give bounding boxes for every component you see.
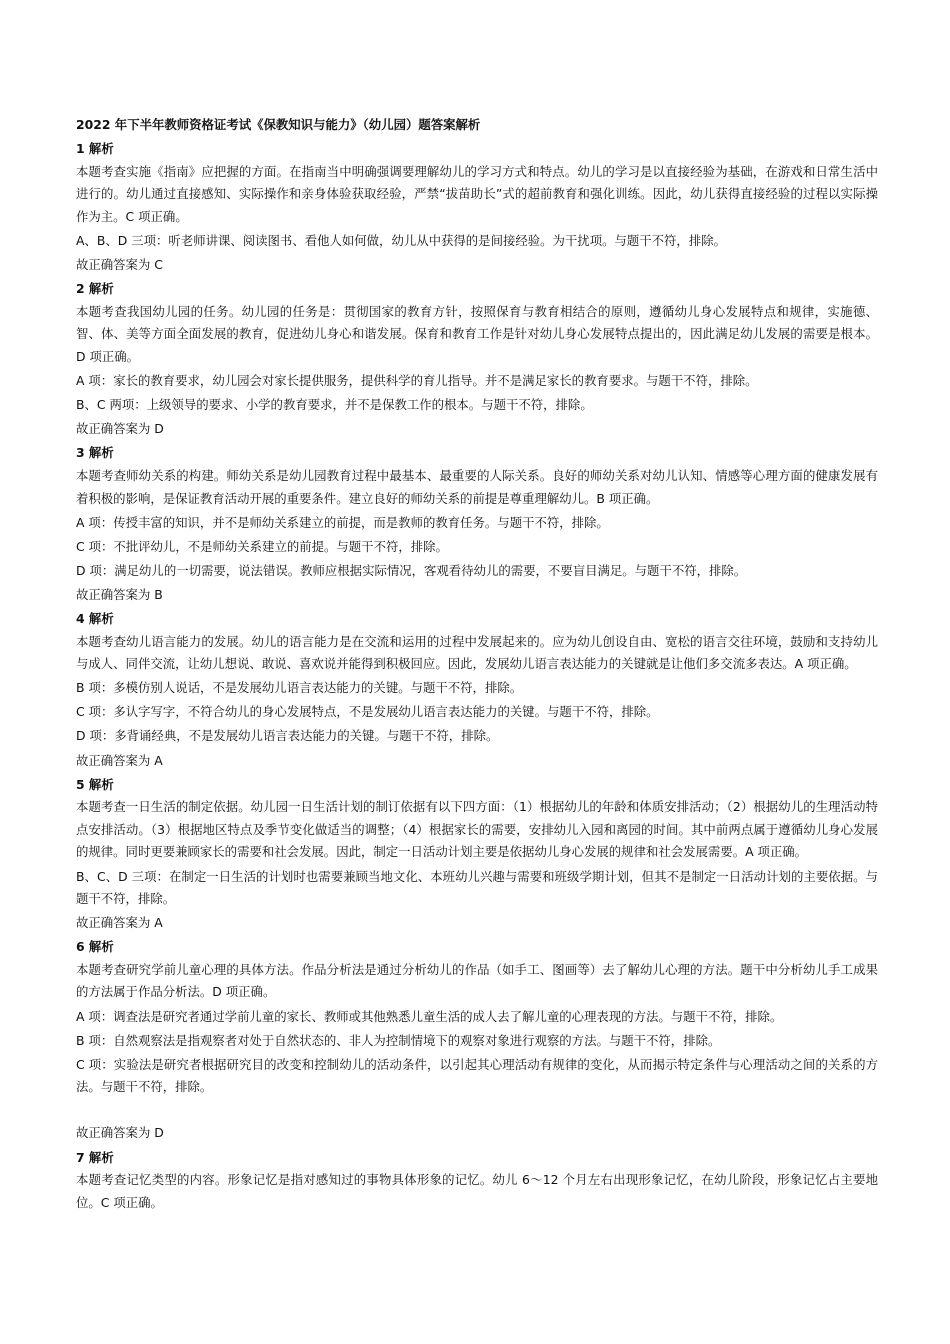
- question-heading: 7 解析: [76, 1149, 114, 1165]
- analysis-paragraph: 本题考查研究学前儿童心理的具体方法。作品分析法是通过分析幼儿的作品（如手工、图画等）去了解幼儿心理的方法。题干中分析幼儿手工成果的方法属于作品分析法。D 项正确。: [76, 961, 878, 1000]
- question-5-section: [76, 774, 878, 935]
- question-heading: 3 解析: [76, 445, 114, 461]
- analysis-paragraph: A、B、D 三项：听老师讲课、阅读图书、看他人如何做，幼儿从中获得的是间接经验。为干扰项。与题干不符，排除。: [76, 232, 726, 248]
- question-7-section: [76, 1147, 878, 1215]
- answer-line: 故正确答案为 D: [76, 1125, 164, 1141]
- analysis-paragraph: 本题考查记忆类型的内容。形象记忆是指对感知过的事物具体形象的记忆。幼儿 6～12 个月左右出现形象记忆，在幼儿阶段，形象记忆占主要地位。C 项正确。: [76, 1172, 878, 1210]
- answer-line: 故正确答案为 A: [76, 752, 163, 768]
- analysis-paragraph: 本题考查一日生活的制定依据。幼儿园一日生活计划的制订依据有以下四方面：（1）根据幼儿的年龄和体质安排活动；（2）根据幼儿的生理活动特点安排活动。（3）根据地区特点及季节变化做适当的调整；（4）根据家长的需要，安排幼儿入园和离园的时间。其中前两点属于遵循幼儿身心发展的规律。同时更要兼顾家长的需要和社会发展。因此，制定一日活动计划主要是依据幼儿身心发展的规律和社会发展需要。A 项正确。: [76, 799, 878, 860]
- analysis-paragraph: 本题考查我国幼儿园的任务。幼儿园的任务是：贯彻国家的教育方针，按照保育与教育相结合的原则，遵循幼儿身心发展特点和规律，实施德、智、体、美等方面全面发展的教育，促进幼儿身心和谐发展。保育和教育工作是针对幼儿身心发展特点提出的，因此满足幼儿发展的需要是根本。D 项正确。: [76, 303, 878, 364]
- document-title: 2022 年下半年教师资格证考试《保教知识与能力》（幼儿园）题答案解析: [76, 117, 481, 132]
- answer-line: 故正确答案为 C: [76, 257, 163, 273]
- question-heading: 2 解析: [76, 281, 114, 297]
- analysis-paragraph: 本题考查实施《指南》应把握的方面。在指南当中明确强调要理解幼儿的学习方式和特点。幼儿的学习是以直接经验为基础，在游戏和日常生活中进行的。幼儿通过直接感知、实际操作和亲身体验获取经验，严禁“拔苗助长”式的超前教育和强化训练。因此，幼儿获得直接经验的过程以实际操作为主。C 项正确。: [76, 163, 878, 224]
- question-2-section: [76, 278, 878, 441]
- question-heading: 6 解析: [76, 939, 114, 955]
- analysis-paragraph: C 项：不批评幼儿，不是师幼关系建立的前提。与题干不符，排除。: [76, 538, 448, 554]
- analysis-paragraph: 本题考查师幼关系的构建。师幼关系是幼儿园教育过程中最基本、最重要的人际关系。良好的师幼关系对幼儿认知、情感等心理方面的健康发展有着积极的影响，是保证教育活动开展的重要条件。建立良好的师幼关系的前提是尊重理解幼儿。B 项正确。: [76, 467, 878, 506]
- question-heading: 5 解析: [76, 776, 114, 792]
- analysis-paragraph: D 项：满足幼儿的一切需要，说法错误。教师应根据实际情况，客观看待幼儿的需要，不要盲目满足。与题干不符，排除。: [76, 562, 747, 578]
- question-4-section: [76, 608, 878, 772]
- blank-line: [76, 1100, 878, 1122]
- question-6-section: [76, 936, 878, 1145]
- question-1-section: [76, 138, 878, 277]
- analysis-paragraph: 本题考查幼儿语言能力的发展。幼儿的语言能力是在交流和运用的过程中发展起来的。应为幼儿创设自由、宽松的语言交往环境，鼓励和支持幼儿与成人、同伴交流，让幼儿想说、敢说、喜欢说并能得到积极回应。因此，发展幼儿语言表达能力的关键就是让他们多交流多表达。A 项正确。: [76, 633, 878, 672]
- analysis-paragraph: B 项：多模仿别人说话，不是发展幼儿语言表达能力的关键。与题干不符，排除。: [76, 680, 523, 696]
- analysis-paragraph: D 项：多背诵经典，不是发展幼儿语言表达能力的关键。与题干不符，排除。: [76, 728, 499, 744]
- analysis-paragraph: A 项：传授丰富的知识，并不是师幼关系建立的前提，而是教师的教育任务。与题干不符，排除。: [76, 514, 609, 530]
- question-heading: 4 解析: [76, 610, 114, 626]
- question-heading: 1 解析: [76, 141, 114, 157]
- answer-line: 故正确答案为 B: [76, 586, 163, 602]
- analysis-paragraph: B、C 两项：上级领导的要求、小学的教育要求，并不是保教工作的根本。与题干不符，排除。: [76, 397, 593, 413]
- answer-line: 故正确答案为 A: [76, 915, 163, 931]
- analysis-paragraph: A 项：家长的教育要求，幼儿园会对家长提供服务，提供科学的育儿指导。并不是满足家长的教育要求。与题干不符，排除。: [76, 373, 758, 389]
- analysis-paragraph: C 项：实验法是研究者根据研究目的改变和控制幼儿的活动条件，以引起其心理活动有规律的变化，从而揭示特定条件与心理活动之间的关系的方法。与题干不符，排除。: [76, 1056, 878, 1095]
- analysis-paragraph: B、C、D 三项：在制定一日生活的计划时也需要兼顾当地文化、本班幼儿兴趣与需要和班级学期计划，但其不是制定一日活动计划的主要依据。与题干不符，排除。: [76, 868, 878, 907]
- question-3-section: [76, 442, 878, 606]
- analysis-paragraph: B 项：自然观察法是指观察者对处于自然状态的、非人为控制情境下的观察对象进行观察的方法。与题干不符，排除。: [76, 1032, 721, 1048]
- document-page: [76, 114, 878, 1216]
- analysis-paragraph: A 项：调查法是研究者通过学前儿童的家长、教师或其他熟悉儿童生活的成人去了解儿童的心理表现的方法。与题干不符，排除。: [76, 1008, 783, 1024]
- answer-line: 故正确答案为 D: [76, 421, 164, 437]
- analysis-paragraph: C 项：多认字写字，不符合幼儿的身心发展特点，不是发展幼儿语言表达能力的关键。与题干不符，排除。: [76, 704, 659, 720]
